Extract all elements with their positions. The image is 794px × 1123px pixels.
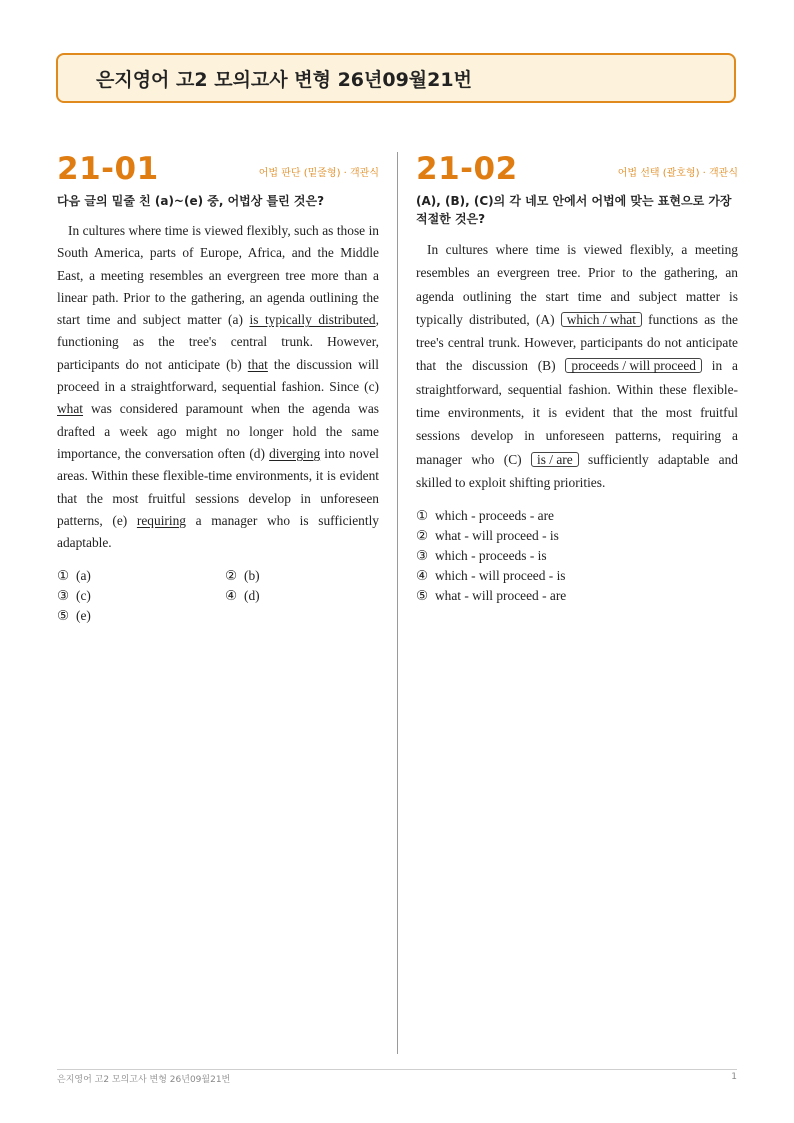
passage-text: in a straightforward, sequential fashion. Within these flexible-time environments, it is evident that the most fruitful sessions develop in unforeseen patterns, requiring a manager who (C) — [416, 358, 738, 467]
question-number: 21-01 — [57, 151, 159, 187]
underlined-d: diverging — [269, 445, 321, 461]
answer-choices — [57, 568, 379, 624]
worksheet-title-box — [56, 53, 736, 103]
passage-text: In cultures where time is viewed flexibly, a meeting resembles an evergreen tree. Prior to the gathering, an agenda outlining the start time and subject matter is typically distributed, (A) — [416, 242, 738, 327]
footer-divider — [57, 1069, 737, 1070]
choice-3[interactable] — [57, 588, 225, 604]
passage-text: sufficiently adaptable and skilled to exploit shifting priorities. — [416, 451, 738, 490]
question-prompt: 다음 글의 밑줄 친 (a)~(e) 중, 어법상 틀린 것은? — [57, 194, 325, 208]
bracket-choice-c: is / are — [531, 452, 579, 467]
question-header — [416, 152, 738, 186]
answer-choices — [416, 508, 738, 604]
choice-number: ③ — [57, 588, 70, 604]
choice-4[interactable] — [225, 588, 375, 604]
choice-text: which - proceeds - are — [435, 508, 554, 524]
choice-4[interactable] — [416, 568, 738, 584]
question-21-01 — [57, 152, 379, 624]
worksheet-title: 은지영어 고2 모의고사 변형 26년09월21번 — [96, 68, 472, 91]
bracket-choice-b: proceeds / will proceed — [565, 358, 702, 373]
choice-text: (a) — [76, 568, 91, 584]
choice-number: ⑤ — [416, 588, 429, 604]
passage-text: into novel areas. Within these flexible-time environments, it is evident that the most fruitful sessions develop in unforeseen patterns, (e) — [57, 445, 379, 528]
choice-3[interactable] — [416, 548, 738, 564]
choice-number: ② — [416, 528, 429, 544]
footer-title: 은지영어 고2 모의고사 변형 26년09월21번 — [57, 1075, 231, 1085]
choice-number: ④ — [416, 568, 429, 584]
question-prompt: (A), (B), (C)의 각 네모 안에서 어법에 맞는 표현으로 가장 적절한 것은? — [416, 194, 732, 226]
passage-text: In cultures where time is viewed flexibly, such as those in South America, parts of Europe, Africa, and the Middle East, a meeting resembles an evergreen tree more than a linear path. Prior to the gathering, an agenda outlining the start time and subject matter (a) — [57, 223, 379, 328]
choice-5[interactable] — [57, 608, 225, 624]
underlined-a: is typically distributed — [249, 312, 376, 328]
choice-text: (b) — [244, 568, 260, 584]
question-type: 어법 판단 (밑줄형) · 객관식 — [258, 168, 379, 179]
question-number: 21-02 — [416, 151, 518, 187]
choice-text: (d) — [244, 588, 260, 604]
passage-text: was considered paramount when the agenda was drafted a week ago might no longer hold the same importance, the conversation often (d) — [57, 401, 379, 461]
choice-number: ① — [57, 568, 70, 584]
bracket-choice-a: which / what — [561, 312, 642, 327]
passage-text: functions as the tree's central trunk. However, participants do not anticipate that the discussion (B) — [416, 311, 738, 374]
choice-text: which - proceeds - is — [435, 548, 547, 564]
choice-number: ② — [225, 568, 238, 584]
choice-number: ⑤ — [57, 608, 70, 624]
choice-text: (c) — [76, 588, 91, 604]
choice-number: ① — [416, 508, 429, 524]
choice-text: what - will proceed - is — [435, 528, 559, 544]
page-number: 1 — [731, 1072, 737, 1082]
question-passage — [57, 220, 379, 554]
choice-number: ③ — [416, 548, 429, 564]
passage-text: a manager who is sufficiently adaptable. — [57, 512, 380, 551]
question-21-02 — [416, 152, 738, 604]
question-passage — [416, 238, 738, 494]
choice-text: what - will proceed - are — [435, 588, 567, 604]
choice-2[interactable] — [225, 568, 375, 584]
question-type: 어법 선택 (괄호형) · 객관식 — [617, 168, 738, 179]
underlined-e: requiring — [136, 512, 186, 528]
underlined-b: that — [247, 356, 268, 372]
passage-text: , functioning as the tree's central trunk. However, participants do not anticipate (b) — [57, 312, 379, 372]
choice-2[interactable] — [416, 528, 738, 544]
underlined-c: what — [57, 401, 84, 417]
column-divider — [397, 152, 398, 1054]
choice-text: (e) — [76, 608, 91, 624]
question-header — [57, 152, 379, 186]
passage-text: the discussion will proceed in a straightforward, sequential fashion. Since (c) — [57, 356, 379, 395]
choice-1[interactable] — [416, 508, 738, 524]
choice-text: which - will proceed - is — [435, 568, 566, 584]
choice-1[interactable] — [57, 568, 225, 584]
choice-number: ④ — [225, 588, 238, 604]
choice-5[interactable] — [416, 588, 738, 604]
